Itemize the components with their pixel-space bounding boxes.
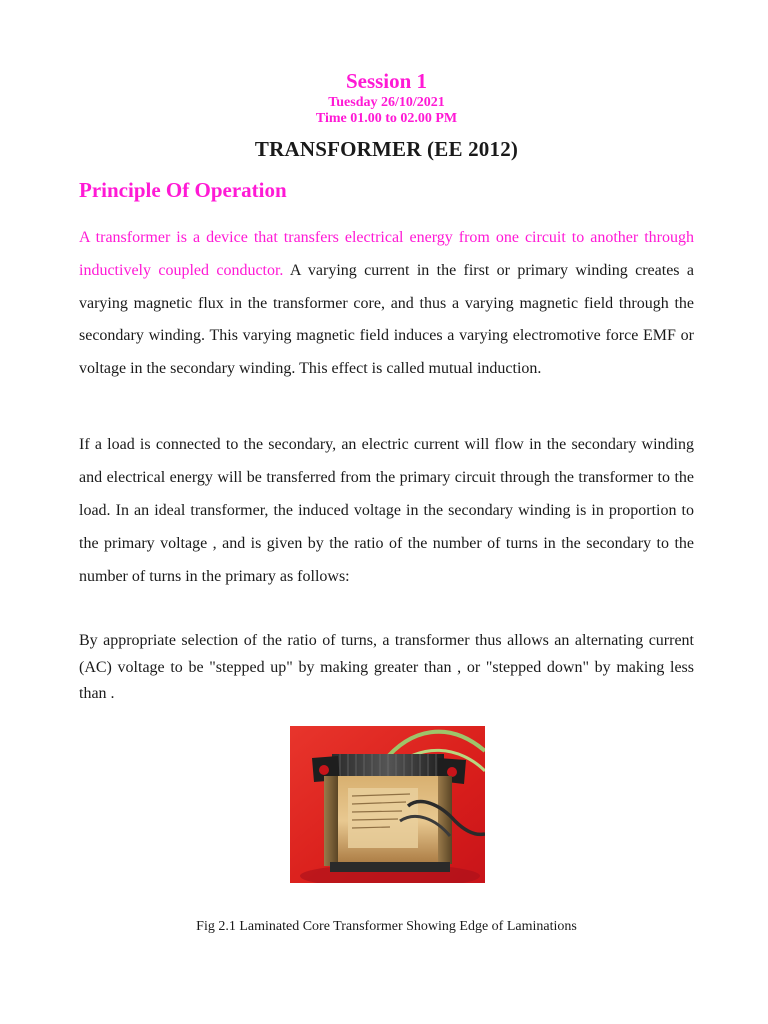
session-date: Tuesday 26/10/2021 — [328, 95, 445, 110]
document-title: TRANSFORMER (EE 2012) — [254, 137, 519, 161]
paragraph-principle-body: A varying current in the first or primary winding creates a varying magnetic flux in the transformer core, and thus a varying magnetic field through the secondary winding. This varying magnetic field induces a varying electromotive force EMF or voltage in the secondary winding. This effect is called mutual induction. — [79, 261, 694, 378]
figure-caption: Fig 2.1 Laminated Core Transformer Showing Edge of Laminations — [196, 919, 577, 934]
session-time: Time 01.00 to 02.00 PM — [315, 111, 458, 126]
paragraph-principle — [79, 222, 694, 386]
section-heading: Principle Of Operation — [79, 178, 287, 202]
paragraph-ratio: By appropriate selection of the ratio of turns, a transformer thus allows an alternating current (AC) voltage to be "stepped up" by making greater than , or "stepped down" by making less than . — [79, 632, 694, 702]
paragraph-load: If a load is connected to the secondary, an electric current will flow in the secondary winding and electrical energy will be transferred from the primary circuit through the transformer to the load. In an ideal transformer, the induced voltage in the secondary winding is in proportion to the primary voltage , and is given by the ratio of the number of turns in the secondary to the number of turns in the primary as follows: — [79, 436, 694, 585]
highlighted-definition: A transformer is a device that transfers electrical energy from one circuit to another through inductively coupled conductor. — [79, 229, 694, 279]
session-title: Session 1 — [345, 69, 428, 93]
transformer-photo — [290, 726, 485, 883]
